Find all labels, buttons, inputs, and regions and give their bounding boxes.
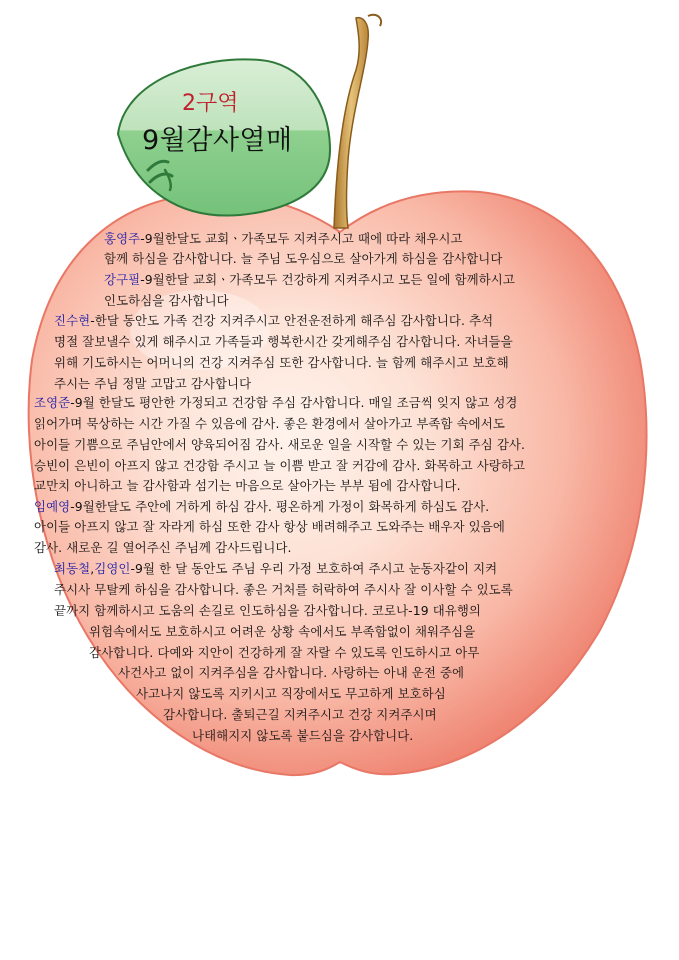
member-name: 조영준 (34, 395, 71, 410)
entry-text: -9월한달도 주안에 거하게 하심 감사. 평온하게 가정이 화목하게 하심도 감사. (70, 499, 490, 514)
entry-line: 읽어가며 묵상하는 시간 가질 수 있음에 감사. 좋은 환경에서 살아가고 부족함 속에서도 (34, 416, 505, 431)
entry-line: 인도하심을 감사합니다 (104, 293, 229, 308)
entry-line: 함께 하심을 감사합니다. 늘 주님 도우심으로 살아가게 하심을 감사합니다 (104, 251, 503, 266)
name-separator: , (90, 561, 95, 576)
page-title: 9월감사열매 (142, 125, 293, 156)
entry-text: -9월 한달도 평안한 가정되고 건강함 주심 감사합니다. 매일 조금씩 잊지 않고 성경 (70, 395, 518, 410)
entry-line: 위해 기도하시는 어머니의 건강 지켜주심 또한 감사합니다. 늘 함께 해주시고 보호해 (54, 355, 509, 370)
entry-line (54, 559, 497, 577)
entry-line: 나태해지지 않도록 붙드심을 감사합니다. (192, 728, 414, 743)
entry-text: -9월한달 교회ㆍ가족모두 건강하게 지켜주시고 모든 일에 함께하시고 (140, 272, 515, 287)
district-label: 2구역 (182, 91, 239, 116)
entry-line: 감사. 새로운 길 열어주신 주님께 감사드립니다. (34, 540, 292, 555)
entry-line: 아이들 아프지 않고 잘 자라게 하심 또한 감사 항상 배려해주고 도와주는 배우자 있음에 (34, 519, 505, 534)
entry-text: -9월 한 달 동안도 주님 우리 가정 보호하여 주시고 눈동자같이 지켜 (130, 561, 498, 576)
entry-line (104, 229, 463, 247)
member-name: 최동철 (54, 561, 91, 576)
entry-line: 승빈이 은빈이 아프지 않고 건강함 주시고 늘 이쁨 받고 잘 커감에 감사. 화목하고 사랑하고 (34, 458, 526, 473)
entry-line: 주시사 무탈케 하심을 감사합니다. 좋은 거처를 허락하여 주시사 잘 이사할 수 있도록 (54, 582, 513, 597)
member-name: 홍영주 (104, 231, 141, 246)
entry-line: 사건사고 없이 지켜주심을 감사합니다. 사랑하는 아내 운전 중에 (118, 665, 465, 680)
member-name: 임예영 (34, 499, 71, 514)
entry-line (54, 311, 493, 329)
entry-line: 감사합니다. 다예와 지안이 건강하게 잘 자랄 수 있도록 인도하시고 아무 (89, 645, 480, 660)
entry-line: 감사합니다. 출퇴근길 지켜주시고 건강 지켜주시며 (163, 707, 437, 722)
entry-line: 교만치 아니하고 늘 감사함과 섬기는 마음으로 살아가는 부부 됨에 감사합니다. (34, 478, 461, 493)
entry-line: 주시는 주님 정말 고맙고 감사합니다 (54, 376, 252, 391)
entry-text: -9월한달도 교회ㆍ가족모두 지켜주시고 때에 따라 채우시고 (140, 231, 463, 246)
entry-line: 아이들 기쁨으로 주님안에서 양육되어짐 감사. 새로운 일을 시작할 수 있는 기회 주심 감사. (34, 437, 526, 452)
entry-line (104, 270, 515, 288)
entry-line: 사고나지 않도록 지키시고 직장에서도 무고하게 보호하심 (136, 686, 446, 701)
entry-line (34, 393, 517, 411)
member-name: 강구필 (104, 272, 141, 287)
member-name: 진수현 (54, 313, 91, 328)
member-name: 김영인 (94, 561, 131, 576)
entry-line: 명절 잘보낼수 있게 해주시고 가족들과 행복한시간 갖게해주심 감사합니다. 자녀들을 (54, 334, 513, 349)
entry-line (34, 497, 489, 515)
entry-line: 위험속에서도 보호하시고 어려운 상황 속에서도 부족함없이 채워주심을 (89, 624, 476, 639)
entry-line: 끝까지 함께하시고 도움의 손길로 인도하심을 감사합니다. 코로나-19 대유행의 (54, 603, 481, 618)
entry-text: -한달 동안도 가족 건강 지켜주시고 안전운전하게 해주심 감사합니다. 추석 (90, 313, 494, 328)
